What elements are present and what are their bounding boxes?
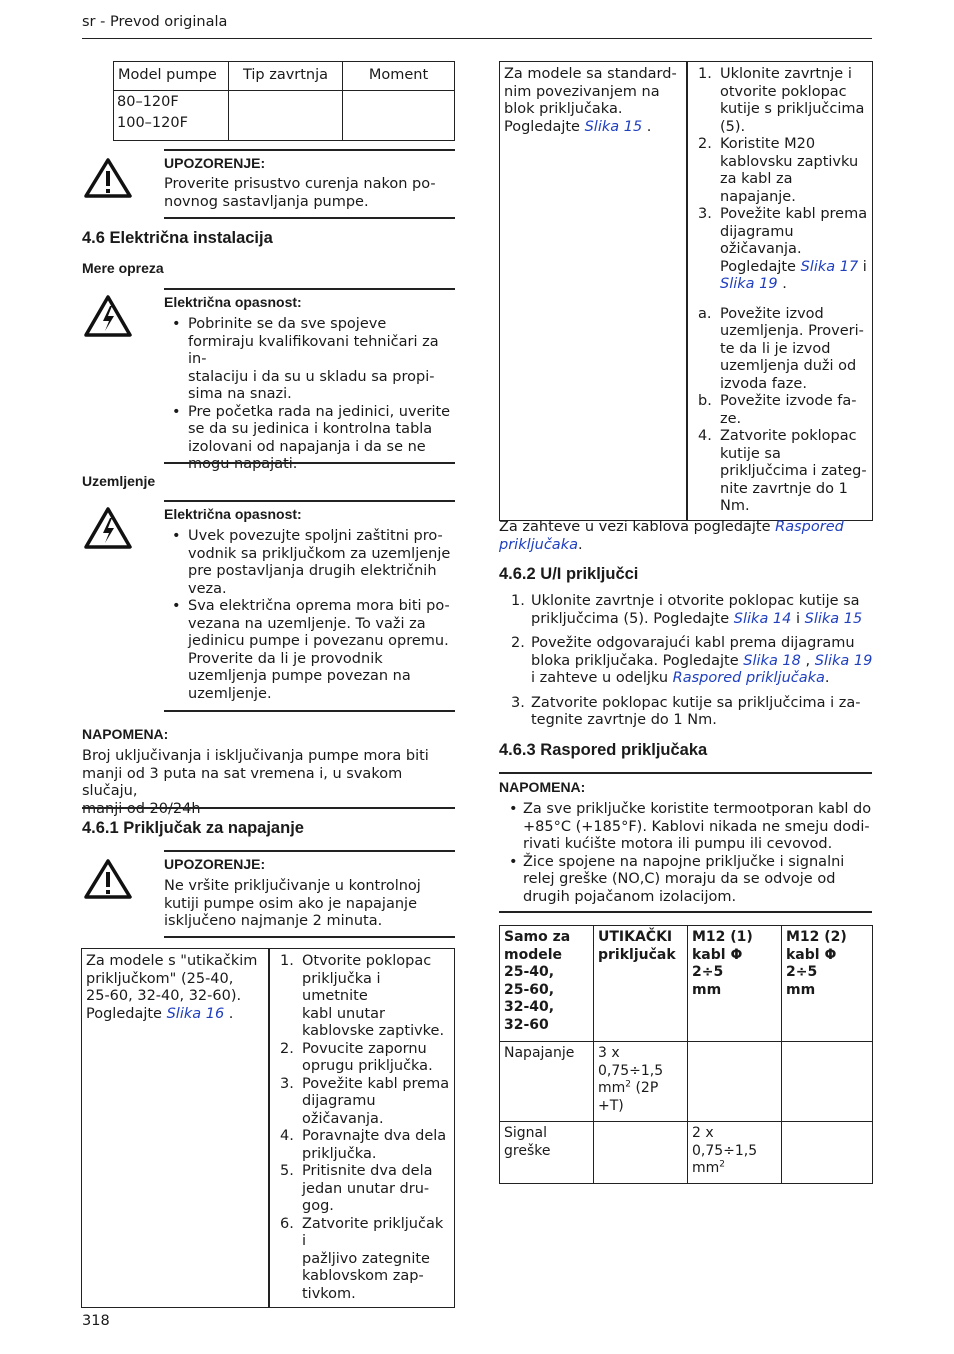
warning-rule-top <box>164 149 455 151</box>
danger-label: Električna opasnost: <box>164 506 302 522</box>
figure-link[interactable]: Slika 15 <box>804 610 863 627</box>
table-header: UTIKAČKI priključak <box>594 926 688 1042</box>
list-item: 1. Uklonite zavrtnje i otvorite poklopac kutije s priključcima (5). <box>698 66 865 135</box>
section-link[interactable]: Raspored priključaka <box>672 670 825 686</box>
warning-text: Ne vršite priključivanje u kontrolnoj kutiji pumpe osim ako je napajanje isključeno najmanje 2 minuta. <box>164 878 421 929</box>
table-cell: Signal greške <box>500 1122 594 1184</box>
list-item: 1. Otvorite poklopac priključka i umetnite kabl unutar kablovske zaptivke. <box>280 953 445 1039</box>
header-rule <box>82 38 872 39</box>
cable-requirements-ref: Za zahteve u vezi kablova pogledajte Raspored priključaka. <box>499 519 844 553</box>
list-item: • Sva električna oprema mora biti po- vezana na uzemljenje. To važi za jedinicu pumpe i povezanu opremu. Proverite da li je provodnik uzemljenja pumpe povezan na uzemljenje. <box>172 598 450 702</box>
terminal-block-table <box>499 61 873 521</box>
list-item: • Uvek povezujte spoljni zaštitni pro- vodnik sa priključkom za uzemljenje pre postavljanja drugih električnih veza. <box>172 528 451 597</box>
block-models-cell: Za modele sa standard- nim povezivanjem na blok priključaka. Pogledajte Slika 15 . <box>500 62 688 521</box>
list-item: • Žice spojene na napojne priključke i signalni relej greške (NO,C) moraju da se odvoje od drugih pojačanom izolacijom. <box>509 853 845 905</box>
figure-link[interactable]: Slika 17 <box>800 258 859 275</box>
section-title-4-6: 4.6 Električna instalacija <box>82 229 273 247</box>
danger-label: Električna opasnost: <box>164 294 302 310</box>
section-link[interactable]: Raspored priključaka <box>499 519 844 553</box>
electrical-hazard-icon <box>83 294 133 338</box>
list-item: • Pobrinite se da sve spojeve formiraju kvalifikovani tehničari za in- stalaciju i da su u skladu sa propi- sima na snazi. <box>172 316 439 402</box>
list-item: • Pre početka rada na jedinici, uverite se da su jedinica i kontrolna tabla izolovani od napajanja i da se ne mogu napajati. <box>172 403 451 472</box>
list-item: 2. Povucite zapornu oprugu priključka. <box>280 1040 433 1074</box>
bullet-icon: • <box>172 403 181 420</box>
bullet-icon: • <box>172 528 181 544</box>
note-rule-bottom <box>499 911 872 913</box>
table-row <box>500 1042 873 1122</box>
list-item: 3. Povežite kabl prema dijagramu ožičavanja. <box>280 1075 450 1127</box>
bullet-icon: • <box>509 801 518 817</box>
page-number: 318 <box>82 1313 110 1329</box>
bullet-icon: • <box>509 853 518 870</box>
torque-header-model: Model pumpe <box>114 62 229 91</box>
bullet-icon: • <box>172 316 181 332</box>
section-title-4-6-3: 4.6.3 Raspored priključaka <box>499 741 708 759</box>
list-item: 2. Povežite odgovarajući kabl prema dijagramu bloka priključaka. Pogledajte Slika 18 , Slika 19 i zahteve u odeljku Raspored priključaka. <box>511 635 873 686</box>
note-rule-top <box>499 772 872 774</box>
table-row <box>500 1122 873 1184</box>
torque-table <box>113 61 455 141</box>
list-item: 3. Povežite kabl prema dijagramu ožičavanja. Pogledajte Slika 17 i Slika 19 . <box>698 206 868 292</box>
plug-steps-cell <box>269 949 455 1308</box>
note-bullets <box>509 801 873 906</box>
table-cell: 2 x 0,75÷1,5 $mm^2$ <box>688 1122 782 1184</box>
table-cell: 3 x 0,75÷1,5 $mm^2$ (2P +T) <box>594 1042 688 1122</box>
figure-link[interactable]: Slika 15 <box>584 118 643 135</box>
figure-link[interactable]: Slika 19 <box>720 276 778 292</box>
section-title-4-6-2: 4.6.2 U/I priključci <box>499 565 639 583</box>
warning-rule-bottom <box>164 936 455 938</box>
io-steps-list <box>511 593 873 730</box>
table-cell <box>782 1122 873 1184</box>
list-item: 4. Zatvorite poklopac kutije sa priključcima i zateg- nite zavrtnje do 1 Nm. <box>698 428 867 514</box>
torque-cell-models <box>114 90 229 140</box>
list-item: 4. Poravnajte dva dela priključka. <box>280 1128 447 1162</box>
warning-rule-top <box>164 850 455 852</box>
warning-label: UPOZORENJE: <box>164 856 266 872</box>
note-text: Broj uključivanja i isključivanja pumpe mora biti manji od 3 puta na sat vremena i, u svakom slučaju, manji od 20/24h <box>82 748 429 817</box>
table-cell <box>782 1042 873 1122</box>
electrical-hazard-icon <box>83 506 133 550</box>
warning-triangle-icon <box>83 858 133 900</box>
note-label: NAPOMENA: <box>82 726 169 742</box>
table-header: M12 (1) kabl Φ 2÷5 mm <box>688 926 782 1042</box>
torque-header-torque: Moment <box>343 62 455 91</box>
danger-rule-top <box>164 288 455 290</box>
note-label: NAPOMENA: <box>499 779 586 795</box>
table-header: M12 (2) kabl Φ 2÷5 mm <box>782 926 873 1042</box>
block-steps-cell <box>687 62 873 521</box>
warning-triangle-icon <box>83 157 133 199</box>
list-item: 3. Zatvorite poklopac kutije sa priključcima i za- tegnite zavrtnje do 1 Nm. <box>511 694 861 728</box>
subsection-title-precautions: Mere opreza <box>82 260 164 276</box>
plug-models-cell: Za modele s "utikačkim priključkom" (25-40, 25-60, 32-40, 32-60). Pogledajte Slika 16 . <box>82 949 270 1308</box>
plug-connection-table <box>81 948 455 1308</box>
table-cell <box>594 1122 688 1184</box>
running-header: sr - Prevod originala <box>82 14 228 30</box>
warning-label: UPOZORENJE: <box>164 155 266 171</box>
list-item: • Za sve priključke koristite termootporan kabl do +85°C (+185°F). Kablovi nikada ne smeju dodi- rivati kućište motora ili pumpu ili cevovod. <box>509 801 872 852</box>
terminal-layout-table <box>499 925 873 1184</box>
danger-rule-bottom <box>164 462 455 464</box>
list-item: 6. Zatvorite priključak i pažljivo zategnite kablovskom zap- tivkom. <box>280 1215 444 1302</box>
torque-model: 100–120F <box>117 115 188 131</box>
figure-link[interactable]: Slika 18 <box>743 652 801 669</box>
list-item: 5. Pritisnite dva dela jedan unutar dru- gog. <box>280 1163 433 1214</box>
warning-rule-bottom <box>164 217 455 219</box>
note-rule <box>82 807 455 809</box>
bullet-icon: • <box>172 598 181 614</box>
warning-text: Proverite prisustvo curenja nakon po- novnog sastavljanja pumpe. <box>164 176 436 210</box>
subsection-title-grounding: Uzemljenje <box>82 473 156 489</box>
table-cell <box>688 1042 782 1122</box>
list-item: b. Povežite izvode fa- ze. <box>698 393 857 427</box>
torque-header-bolt: Tip zavrtnja <box>229 62 343 91</box>
table-header: Samo za modele 25-40, 25-60, 32-40, 32-60 <box>500 926 594 1042</box>
table-cell: Napajanje <box>500 1042 594 1122</box>
danger-rule-bottom <box>164 710 455 712</box>
torque-model: 80–120F <box>117 93 179 110</box>
danger-list <box>172 528 456 703</box>
danger-list <box>172 316 456 474</box>
list-item: a. Povežite izvod uzemljenja. Proveri- te da li je izvod uzemljenja duži od izvoda faze. <box>698 305 864 392</box>
list-item: 1. Uklonite zavrtnje i otvorite poklopac kutije sa priključcima (5). Pogledajte Slika 14 i Slika 15 <box>511 593 863 627</box>
figure-link[interactable]: Slika 16 <box>166 1005 225 1022</box>
figure-link[interactable]: Slika 14 <box>733 610 792 627</box>
torque-cell-torque <box>343 90 455 140</box>
list-item: 2. Koristite M20 kablovsku zaptivku za kabl za napajanje. <box>698 136 859 205</box>
figure-link[interactable]: Slika 19 <box>814 652 873 669</box>
torque-cell-bolt <box>229 90 343 140</box>
danger-rule-top <box>164 500 455 502</box>
section-title-4-6-1: 4.6.1 Priključak za napajanje <box>82 819 304 837</box>
